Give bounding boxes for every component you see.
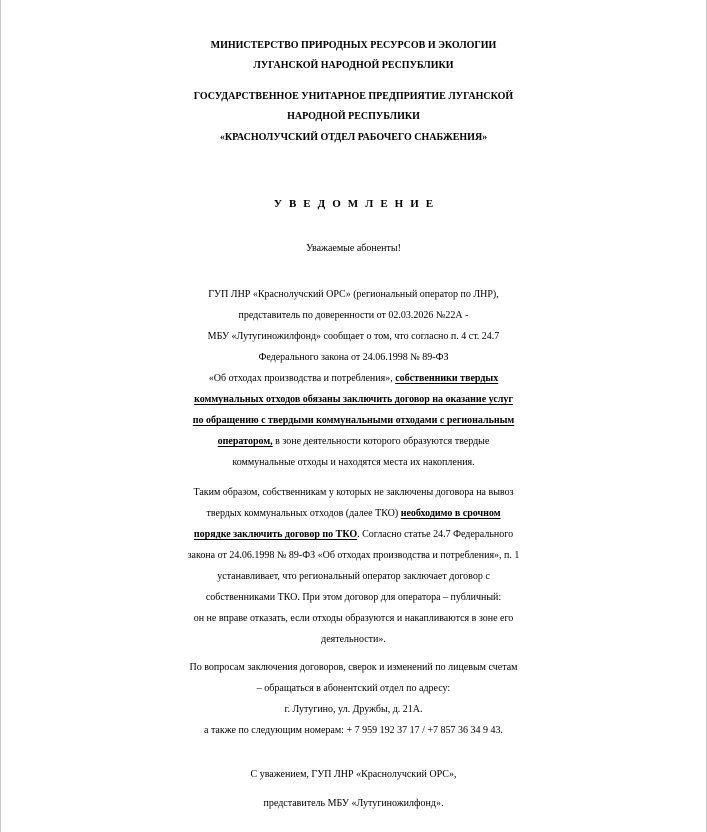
p2-line-5: устанавливает, что региональный оператор заключает договор с — [217, 571, 490, 582]
p2-line-2-plain: твердых коммунальных отходов (далее ТКО) — [206, 508, 401, 519]
enterprise-line-2: НАРОДНОЙ РЕСПУБЛИКИ — [287, 111, 420, 122]
p1-line-9: коммунальные отходы и находятся места их накопления. — [232, 457, 475, 468]
p1-line-8-bold: оператором, — [217, 436, 273, 447]
enterprise-line-1: ГОСУДАРСТВЕННОЕ УНИТАРНОЕ ПРЕДПРИЯТИЕ ЛУГАНСКОЙ — [193, 91, 514, 102]
p2-line-4: закона от 24.06.1998 № 89-ФЗ «Об отходах производства и потребления», п. 1 — [187, 550, 520, 561]
p2-line-3-plain: . Согласно статье 24.7 Федерального — [357, 529, 514, 540]
p1-line-8-plain: в зоне деятельности которого образуются твердые — [272, 436, 490, 447]
enterprise-line-3: «КРАСНОЛУЧСКИЙ ОТДЕЛ РАБОЧЕГО СНАБЖЕНИЯ» — [219, 132, 488, 143]
p3-line-1: По вопросам заключения договоров, сверок и изменений по лицевым счетам — [189, 662, 518, 673]
p1-line-8 — [0, 431, 707, 452]
p1-line-5 — [0, 368, 707, 389]
p3-line-3: г. Лутугино, ул. Дружбы, д. 21А. — [284, 704, 423, 715]
p2-line-1: Таким образом, собственникам у которых не заключены договора на вывоз — [193, 487, 514, 498]
p1-line-7-bold: по обращению с твердыми коммунальными отходами с региональным — [192, 415, 515, 426]
p1-line-7 — [0, 410, 707, 431]
p2-line-3 — [0, 524, 707, 545]
p2-line-3-bold: порядке заключить договор по ТКО — [193, 529, 358, 540]
p3-line-4: а также по следующим номерам: + 7 959 192 37 17 / +7 857 36 34 9 43. — [204, 725, 503, 736]
p2-line-7: он не вправе отказать, если отходы образуются и накапливаются в зоне его — [193, 613, 514, 624]
signature-line-2: представитель МБУ «Лутугиножилфонд». — [263, 798, 444, 809]
p1-line-6-bold: коммунальных отходов обязаны заключить договор на оказание услуг — [194, 394, 513, 405]
p1-line-1: ГУП ЛНР «Краснолучский ОРС» (региональный оператор по ЛНР), — [208, 289, 499, 300]
p1-line-3: МБУ «Лутугиножилфонд» сообщает о том, что согласно п. 4 ст. 24.7 — [207, 331, 500, 342]
signature-line-1: С уважением, ГУП ЛНР «Краснолучский ОРС», — [250, 769, 457, 780]
notice-title: УВЕДОМЛЕНИЕ — [273, 198, 441, 210]
p2-line-2 — [0, 503, 707, 524]
greeting: Уважаемые абоненты! — [306, 243, 401, 254]
p1-line-4: Федерального закона от 24.06.1998 № 89-ФЗ — [258, 352, 449, 363]
ministry-line-2: ЛУГАНСКОЙ НАРОДНОЙ РЕСПУБЛИКИ — [253, 60, 454, 71]
p1-line-5-bold: собственники твердых — [395, 373, 499, 384]
ministry-line-1: МИНИСТЕРСТВО ПРИРОДНЫХ РЕСУРСОВ И ЭКОЛОГИИ — [210, 40, 497, 51]
p2-line-2-bold: необходимо в срочном — [400, 508, 501, 519]
p1-line-6 — [0, 389, 707, 410]
p1-line-5-plain: «Об отходах производства и потребления», — [208, 373, 396, 384]
p2-line-8: деятельности». — [321, 634, 386, 645]
p3-line-2: – обращаться в абонентский отдел по адресу: — [256, 683, 451, 694]
p2-line-6: собственниками ТКО. При этом договор для оператора – публичный: — [205, 592, 502, 603]
p1-line-2: представитель по доверенности от 02.03.2026 №22А - — [238, 310, 469, 321]
